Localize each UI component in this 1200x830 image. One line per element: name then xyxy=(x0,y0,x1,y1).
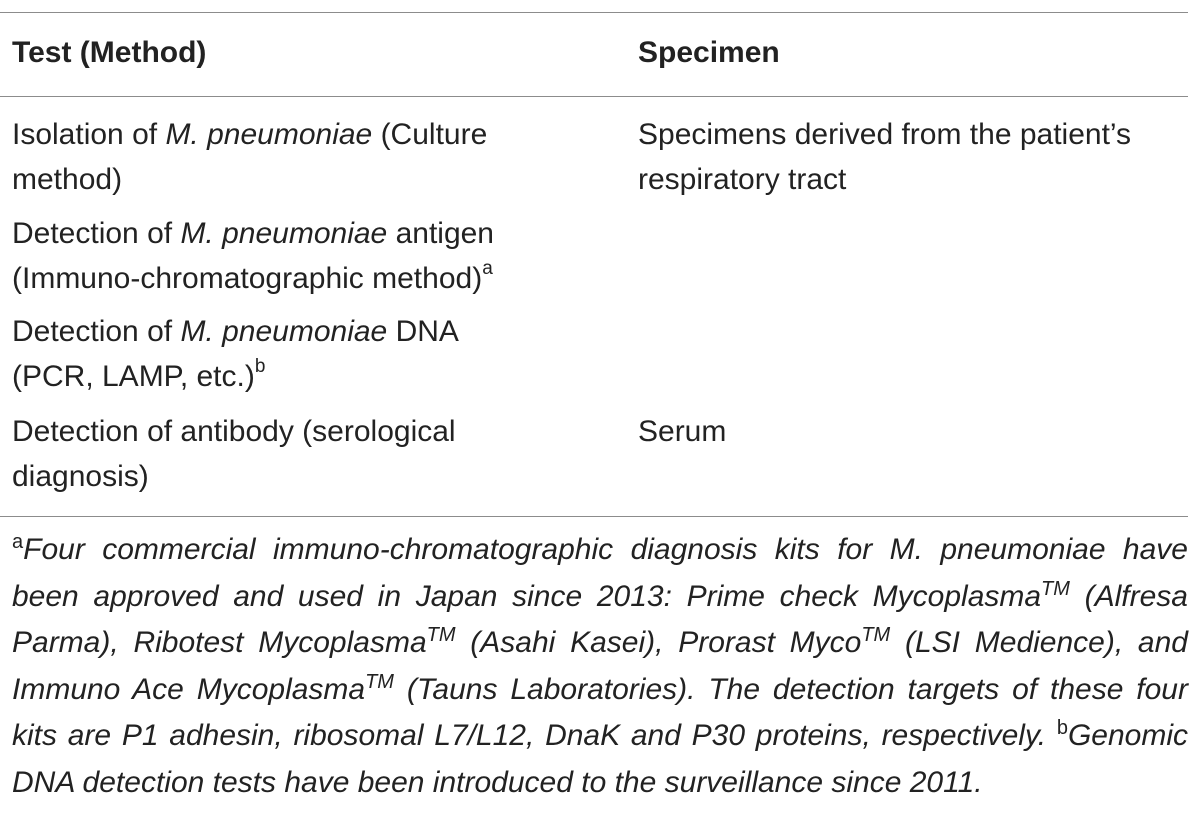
table-row-4-specimen: Serum xyxy=(638,415,727,448)
table-header-rule xyxy=(0,96,1188,97)
footnote-mark-a: a xyxy=(12,531,24,553)
header-test-method: Test (Method) xyxy=(12,36,207,69)
table-row-3-test: Detection of M. pneumoniae DNA (PCR, LAMP, etc.)$^b$ xyxy=(12,315,459,393)
table-row-4-test: Detection of antibody (serological diagnosis) xyxy=(12,415,456,493)
footnote-mark-b: b xyxy=(1056,717,1068,739)
table-footnote: $^a$Four commercial immuno-chromatographic diagnosis kits for M. pneumoniae have been approved and used in Japan since 2013: Prime check Mycoplasma™ (Alfresa Parma), Ribotest Mycoplasma™ (Asahi Kasei), Prorast Myco™ (LSI Medience), and Immuno Ace Mycoplasma™ (Tauns Laboratories). The detection targets of these four kits are P1 adhesin, ribosomal L7/L12, DnaK and P30 proteins, respectively. $^b$Genomic DNA detection tests have been introduced to the surveillance since 2011. xyxy=(12,531,1188,799)
table-row-1-test: Isolation of M. pneumoniae (Culture method) xyxy=(12,118,488,196)
header-specimen: Specimen xyxy=(638,36,780,69)
table-row-1-specimen: Specimens derived from the patient’s respiratory tract xyxy=(638,118,1132,196)
table-top-rule xyxy=(0,12,1188,13)
footnote-marker-b: b xyxy=(254,356,266,377)
footnote-marker-a: a xyxy=(482,258,493,279)
table-row-2-test: Detection of M. pneumoniae antigen (Immuno-chromatographic method)$^a$ xyxy=(12,217,494,295)
table-bottom-rule xyxy=(0,516,1188,517)
